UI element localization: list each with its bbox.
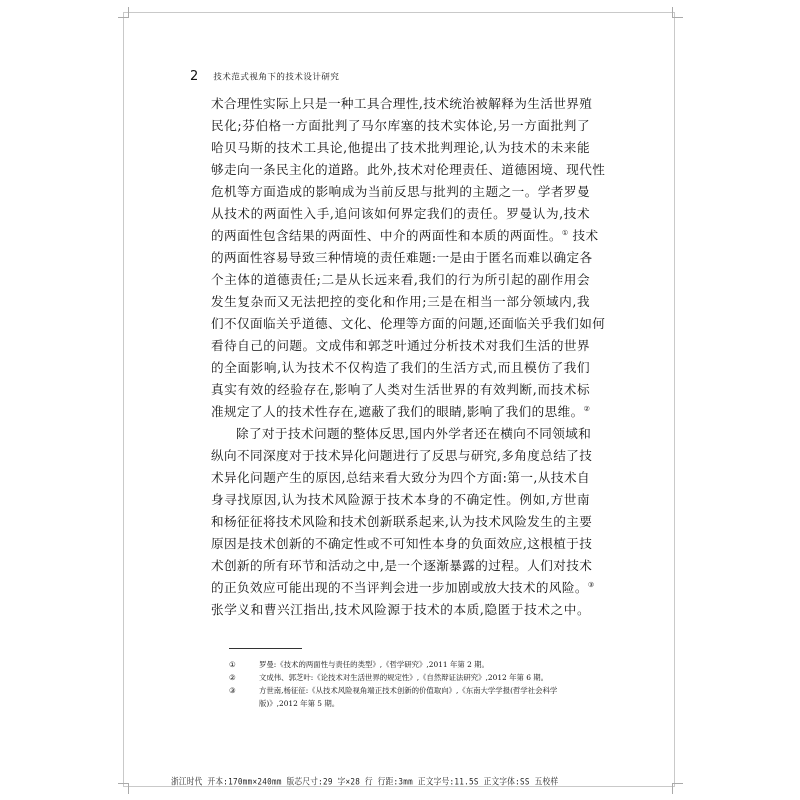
running-head [190,66,339,82]
line-text: 术合理性实际上只是一种工具合理性,技术统治被解释为生活世界殖 [211,96,593,111]
text-line [211,489,590,511]
line-text: 够走向一条民主化的道路。此外,技术对伦理责任、道德困境、现代性 [211,162,606,177]
line-text: 们不仅面临关乎道德、文化、伦理等方面的问题,还面临关乎我们如何 [211,316,606,331]
line-text: 除了对于技术问题的整体反思,国内外学者还在横向不同领域和 [236,426,592,441]
line-text: 准规定了人的技术性存在,遮蔽了我们的眼睛,影响了我们的思维。 [211,404,584,419]
text-line [211,599,590,621]
line-text: 张学义和曹兴江指出,技术风险源于技术的本质,隐匿于技术之中。 [211,602,590,617]
footnote-text: 罗曼:《技术的两面性与责任的类型》,《哲学研究》,2011 年第 2 期。 [259,660,489,669]
footnote-marker[interactable]: ① [561,228,569,237]
footnotes [229,658,591,710]
text-line [211,511,593,533]
line-text: 身寻找原因,认为技术风险源于技术本身的不确定性。例如,方世南 [211,492,590,507]
footnote-separator [229,648,302,649]
footnote-marker[interactable]: ③ [587,580,595,589]
crop-mark-bottom-left [118,783,129,794]
footnote-number: ② [229,673,236,682]
line-text: 看待自己的问题。文成伟和郭芝叶通过分析技术对我们生活的世界 [211,338,590,353]
crop-mark-bottom-right [672,783,683,794]
text-line [211,93,593,115]
line-text: 个主体的道德责任;二是从长远来看,我们的行为所引起的副作用会 [211,272,590,287]
text-line [211,137,590,159]
text-line [211,269,590,291]
book-title: 技术范式视角下的技术设计研究 [213,72,340,83]
footnote-item [229,684,591,710]
line-text: 的正负效应可能出现的不当评判会进一步加剧或放大技术的风险。 [211,580,588,595]
text-line [211,313,606,335]
text-line [211,555,593,577]
line-text: 哈贝马斯的技术工具论,他提出了技术批判理论,认为技术的未来能 [211,140,590,155]
crop-mark-top-left [118,7,129,18]
text-line [211,357,590,379]
text-line [211,159,606,181]
line-text: 的两面性包含结果的两面性、中介的两面性和本质的两面性。 [211,228,562,243]
text-line [211,335,590,357]
text-line [211,203,590,225]
page-number: 2 [190,69,199,84]
footnote-number: ① [229,660,236,669]
footnote-item [229,658,591,671]
text-line [211,423,590,445]
line-text: 和杨征征将技术风险和技术创新联系起来,认为技术风险发生的主要 [211,514,593,529]
text-line [211,247,593,269]
text-line [211,291,590,313]
text-line [211,115,590,137]
line-text-continued: 技术 [568,228,599,243]
text-line [211,401,590,423]
text-line [211,225,599,247]
line-text: 原因是技术创新的不确定性或不可知性本身的负面效应,这根植于技 [211,536,593,551]
line-text: 真实有效的经验存在,影响了人类对生活世界的有效判断,而技术标 [211,382,590,397]
footnote-text: 方世南,杨征征:《从技术风险视角端正技术创新的价值取向》,《东南大学学报(哲学社会科学版)》,2012 年第 5 期。 [259,686,558,708]
text-line [211,467,590,489]
text-line [211,533,593,555]
line-text: 纵向不同深度对于技术异化问题进行了反思与研究,多角度总结了技 [211,448,593,463]
footnote-number: ③ [229,686,236,695]
line-text: 的两面性容易导致三种情境的责任难题:一是由于匿名而难以确定各 [211,250,593,265]
line-text: 从技术的两面性入手,追问该如何界定我们的责任。罗曼认为,技术 [211,206,590,221]
line-text: 术异化问题产生的原因,总结来看大致分为四个方面:第一,从技术自 [211,470,590,485]
line-text: 发生复杂而又无法把控的变化和作用;三是在相当一部分领域内,我 [211,294,590,309]
line-text: 危机等方面造成的影响成为当前反思与批判的主题之一。学者罗曼 [211,184,590,199]
text-line [211,577,595,599]
text-line [211,181,590,203]
line-text: 民化;芬伯格一方面批判了马尔库塞的技术实体论,另一方面批判了 [211,118,590,133]
body-text [211,93,606,621]
footnote-marker[interactable]: ② [583,404,590,413]
text-line [211,445,593,467]
crop-mark-top-right [672,7,683,18]
footnote-item [229,671,591,684]
text-line [211,379,590,401]
printer-imprint: 浙江时代 开本:170mm×240mm 版芯尺寸:29 字×28 行 行距:3mm 正文字号:11.5S 正文字体:SS 五校样 [171,776,559,787]
line-text: 术创新的所有环节和活动之中,是一个逐渐暴露的过程。人们对技术 [211,558,593,573]
line-text: 的全面影响,认为技术不仅构造了我们的生活方式,而且模仿了我们 [211,360,590,375]
footnote-text: 文成伟、郭芝叶:《论技术对生活世界的规定性》,《自然辩证法研究》,2012 年第 6 期。 [259,673,549,682]
